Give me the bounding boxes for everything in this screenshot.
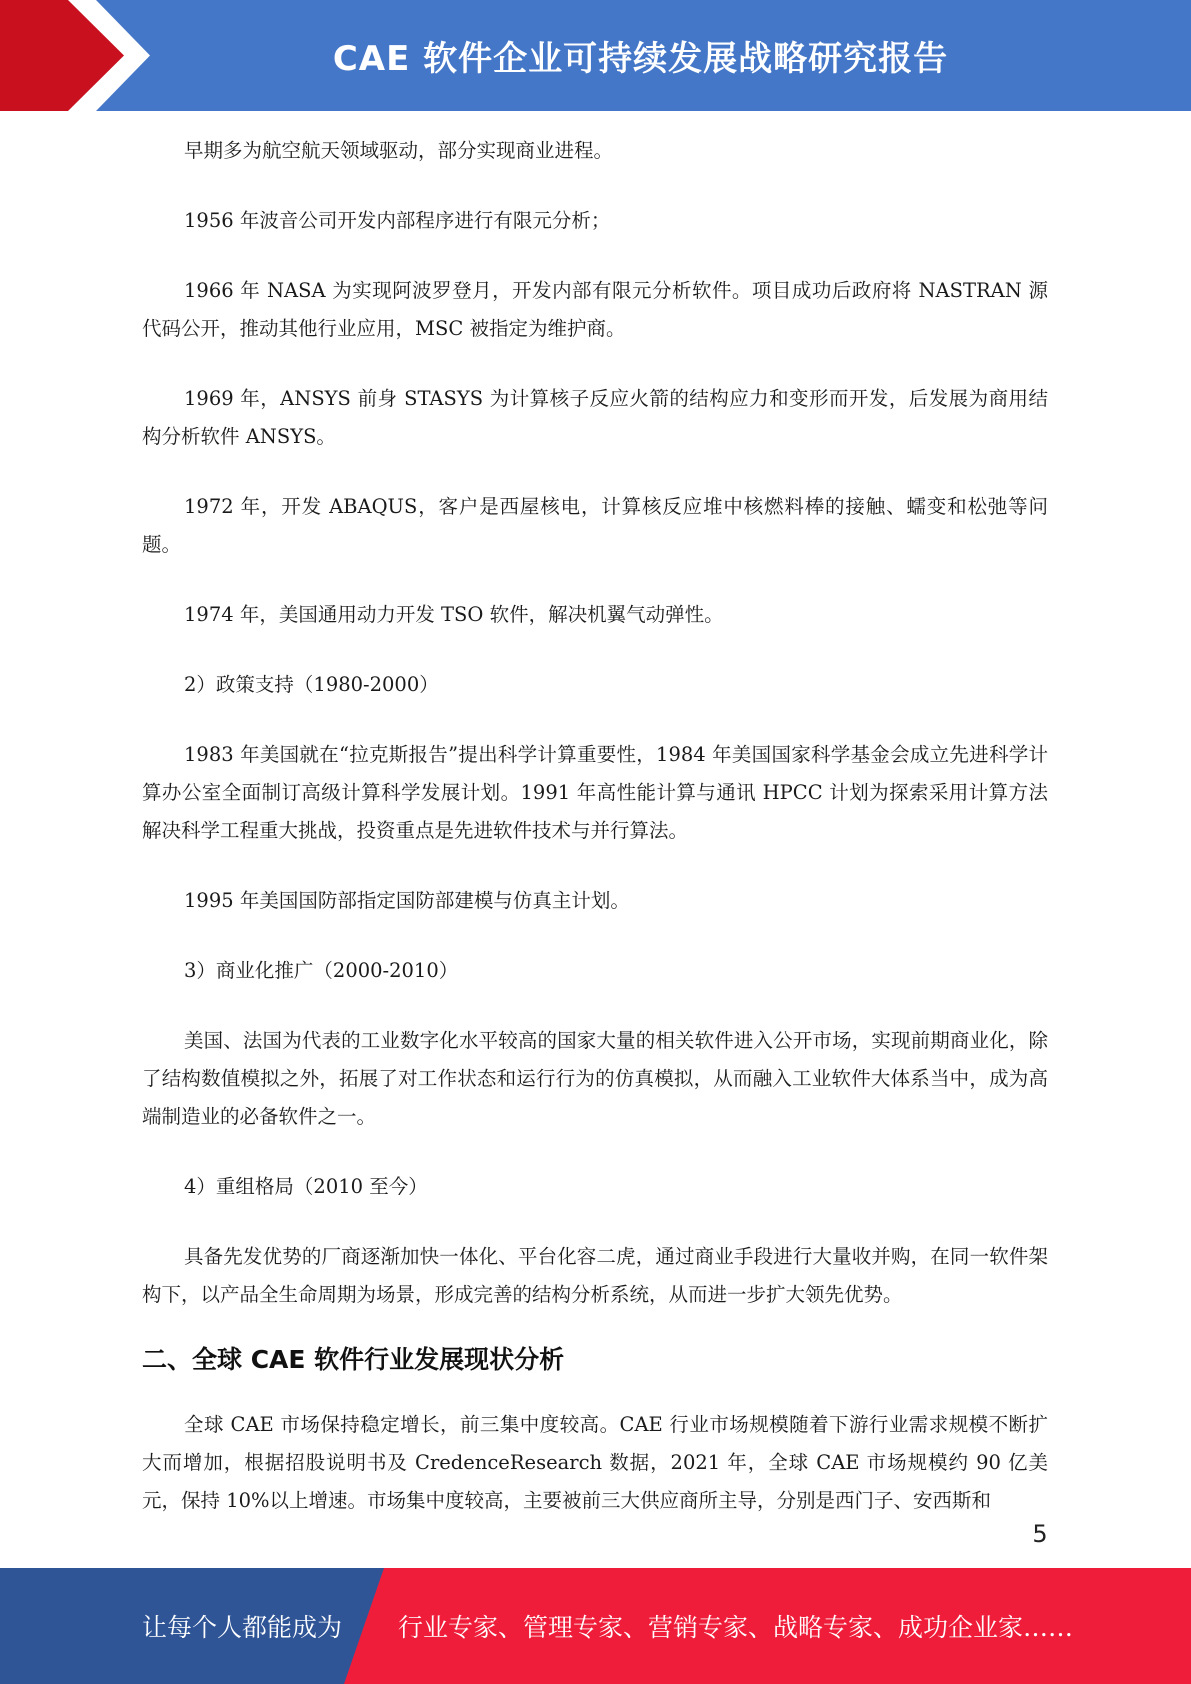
paragraph: 1966 年 NASA 为实现阿波罗登月，开发内部有限元分析软件。项目成功后政府将 NASTRAN 源代码公开，推动其他行业应用，MSC 被指定为维护商。 (142, 279, 1048, 340)
header-arrow-decoration (0, 0, 150, 111)
paragraph: 1995 年美国国防部指定国防部建模与仿真主计划。 (184, 889, 630, 912)
subsection-label: 4）重组格局（2010 至今） (184, 1175, 428, 1198)
paragraph: 1983 年美国就在“拉克斯报告”提出科学计算重要性，1984 年美国国家科学基金会成立先进科学计算办公室全面制订高级计算科学发展计划。1991 年高性能计算与通讯 HPCC 计划为探索采用计算方法解决科学工程重大挑战，投资重点是先进软件技术与并行算法。 (142, 743, 1048, 842)
page-footer (0, 1568, 1191, 1684)
report-title: CAE 软件企业可持续发展战略研究报告 (332, 39, 949, 79)
paragraph: 1974 年，美国通用动力开发 TSO 软件，解决机翼气动弹性。 (184, 603, 724, 626)
paragraph: 具备先发优势的厂商逐渐加快一体化、平台化容二虎，通过商业手段进行大量收并购，在同一软件架构下，以产品全生命周期为场景，形成完善的结构分析系统，从而进一步扩大领先优势。 (142, 1245, 1048, 1306)
paragraph: 1956 年波音公司开发内部程序进行有限元分析； (184, 209, 611, 232)
section-heading: 二、全球 CAE 软件行业发展现状分析 (142, 1345, 565, 1374)
footer-slogan-right: 行业专家、管理专家、营销专家、战略专家、成功企业家…… (398, 1613, 1074, 1642)
paragraph: 全球 CAE 市场保持稳定增长，前三集中度较高。CAE 行业市场规模随着下游行业需求规模不断扩大而增加，根据招股说明书及 CredenceResearch 数据，2021 年，全球 CAE 市场规模约 90 亿美元，保持 10%以上增速。市场集中度较高，主要被前三大供应商所主导，分别是西门子、安西斯和 (142, 1413, 1048, 1512)
subsection-label: 2）政策支持（1980-2000） (184, 673, 439, 696)
paragraph: 美国、法国为代表的工业数字化水平较高的国家大量的相关软件进入公开市场，实现前期商业化，除了结构数值模拟之外，拓展了对工作状态和运行行为的仿真模拟，从而融入工业软件大体系当中，成为高端制造业的必备软件之一。 (142, 1029, 1048, 1128)
subsection-label: 3）商业化推广（2000-2010） (184, 959, 459, 982)
page-number: 5 (1032, 1520, 1048, 1548)
footer-slogan-left: 让每个人都能成为 (142, 1613, 343, 1642)
paragraph: 早期多为航空航天领域驱动，部分实现商业进程。 (184, 139, 614, 162)
paragraph: 1969 年，ANSYS 前身 STASYS 为计算核子反应火箭的结构应力和变形而开发，后发展为商用结构分析软件 ANSYS。 (142, 387, 1048, 448)
paragraph: 1972 年，开发 ABAQUS，客户是西屋核电，计算核反应堆中核燃料棒的接触、蠕变和松弛等问题。 (142, 495, 1048, 556)
page-body (142, 132, 1048, 1552)
page-header (0, 0, 1191, 111)
